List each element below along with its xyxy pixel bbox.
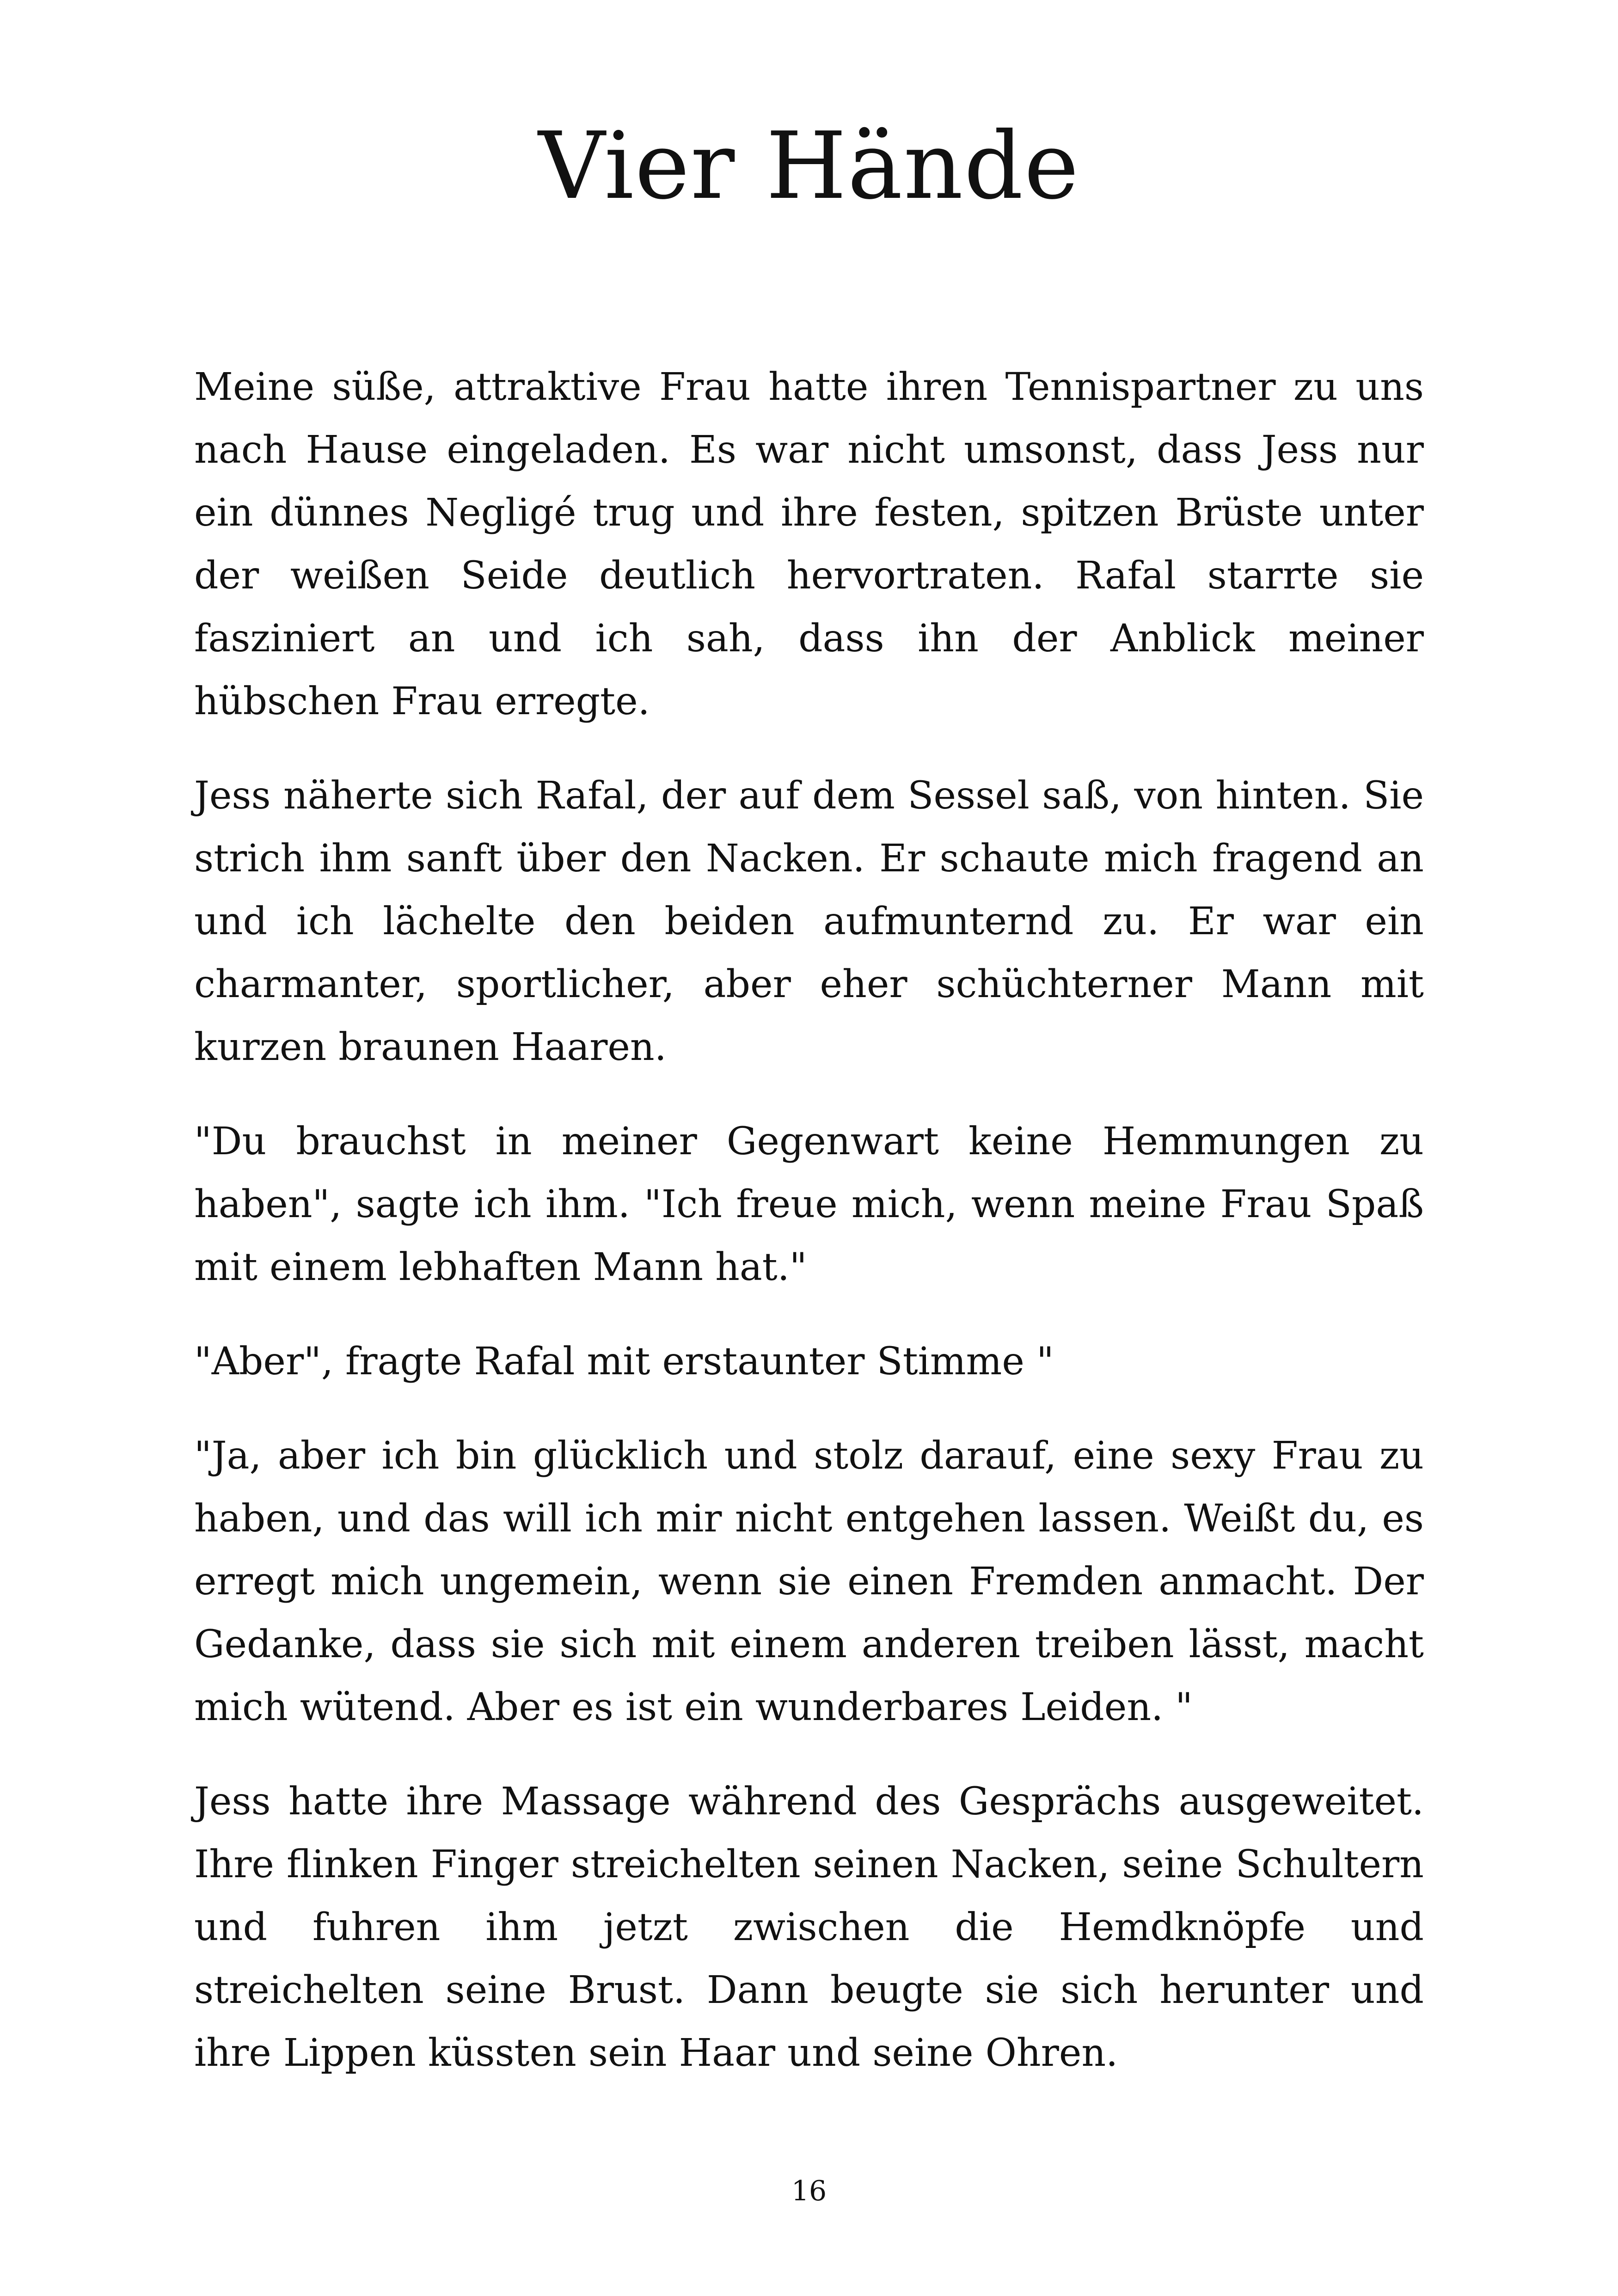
chapter-text	[194, 356, 1424, 2116]
paragraph-3: "Du brauchst in meiner Gegenwart keine Hemmungen zu haben", sagte ich ihm. "Ich freue mich, wenn meine Frau Spaß mit einem lebhaften Mann hat."	[194, 1120, 1424, 1289]
paragraph-6: Jess hatte ihre Massage während des Gesprächs ausgeweitet. Ihre flinken Finger streichelten seinen Nacken, seine Schultern und fuhren ihm jetzt zwischen die Hemdknöpfe und streichelten seine Brust. Dann beugte sie sich herunter und ihre Lippen küssten sein Haar und seine Ohren.	[194, 1780, 1424, 2075]
chapter-title: Vier Hände	[538, 112, 1080, 220]
paragraph-5: "Ja, aber ich bin glücklich und stolz darauf, eine sexy Frau zu haben, und das will ich mir nicht entgehen lassen. Weißt du, es erregt mich ungemein, wenn sie einen Fremden anmacht. Der Gedanke, dass sie sich mit einem anderen treiben lässt, macht mich wütend. Aber es ist ein wunderbares Leiden. "	[194, 1434, 1424, 1729]
paragraph-4: "Aber", fragte Rafal mit erstaunter Stimme "	[194, 1340, 1054, 1384]
page-number: 16	[791, 2175, 827, 2207]
paragraph-2: Jess näherte sich Rafal, der auf dem Sessel saß, von hinten. Sie strich ihm sanft über den Nacken. Er schaute mich fragend an und ich lächelte den beiden aufmunternd zu. Er war ein charmanter, sportlicher, aber eher schüchterner Mann mit kurzen braunen Haaren.	[194, 774, 1424, 1069]
paragraph-1: Meine süße, attraktive Frau hatte ihren Tennispartner zu uns nach Hause eingeladen. Es war nicht umsonst, dass Jess nur ein dünnes Negligé trug und ihre festen, spitzen Brüste unter der weißen Seide deutlich hervortraten. Rafal starrte sie fasziniert an und ich sah, dass ihn der Anblick meiner hübschen Frau erregte.	[194, 365, 1424, 723]
